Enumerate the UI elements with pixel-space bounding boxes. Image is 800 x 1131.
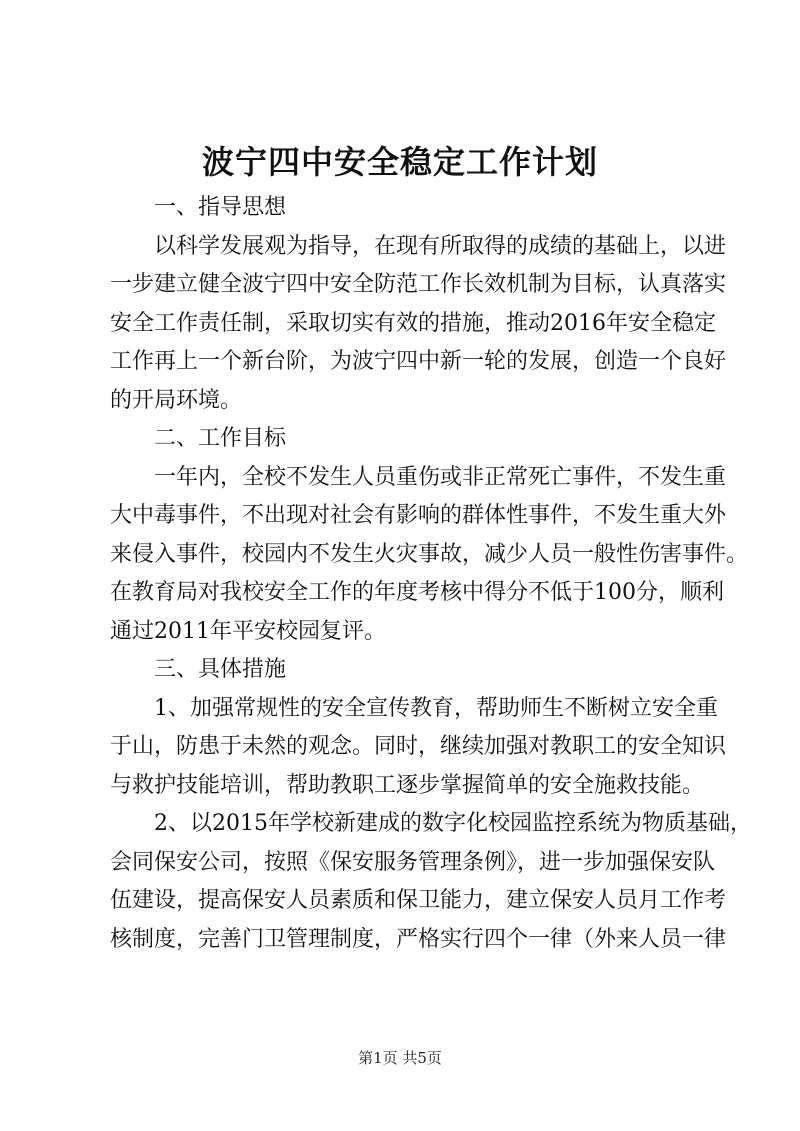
paragraph-line: 大中毒事件，不出现对社会有影响的群体性事件，不发生重大外 <box>110 503 727 528</box>
paragraph-line: 一步建立健全波宁四中安全防范工作长效机制为目标，认真落实 <box>110 272 727 297</box>
paragraph-line: 于山，防患于未然的观念。同时，继续加强对教职工的安全知识 <box>110 734 727 759</box>
paragraph-line: 会同保安公司，按照《保安服务管理条例》，进一步加强保安队 <box>110 849 716 875</box>
paragraph-line: 2、以2015年学校新建成的数字化校园监控系统为物质基础， <box>154 811 752 836</box>
paragraph-line: 工作再上一个新台阶，为波宁四中新一轮的发展，创造一个良好 <box>110 349 727 374</box>
paragraph-line: 一年内，全校不发生人员重伤或非正常死亡事件，不发生重 <box>154 464 727 490</box>
paragraph-line: 核制度，完善门卫管理制度，严格实行四个一律（外来人员一律 <box>110 926 727 952</box>
section-heading-specific-measures: 三、具体措施 <box>154 657 287 682</box>
paragraph-line: 通过2011年平安校园复评。 <box>110 618 386 644</box>
paragraph-line: 的开局环境。 <box>110 387 243 413</box>
paragraph-line: 来侵入事件，校园内不发生火灾事故，减少人员一般性伤害事件。 <box>110 541 749 567</box>
section-heading-work-goals: 二、工作目标 <box>154 426 287 451</box>
paragraph-line: 与救护技能培训，帮助教职工逐步掌握简单的安全施救技能。 <box>110 772 705 798</box>
paragraph-line: 安全工作责任制，采取切实有效的措施，推动2016年安全稳定 <box>110 310 716 336</box>
document-body <box>110 189 752 959</box>
paragraph-line: 1、加强常规性的安全宣传教育，帮助师生不断树立安全重 <box>154 695 718 721</box>
paragraph-line: 以科学发展观为指导，在现有所取得的成绩的基础上，以进 <box>154 233 727 259</box>
paragraph-line: 伍建设，提高保安人员素质和保卫能力，建立保安人员月工作考 <box>110 888 727 913</box>
page-footer: 第1页 共5页 <box>358 1049 442 1067</box>
document-title: 波宁四中安全稳定工作计划 <box>201 143 598 181</box>
paragraph-line: 在教育局对我校安全工作的年度考核中得分不低于100分，顺利 <box>110 580 724 605</box>
section-heading-guiding-ideology: 一、指导思想 <box>154 195 287 220</box>
